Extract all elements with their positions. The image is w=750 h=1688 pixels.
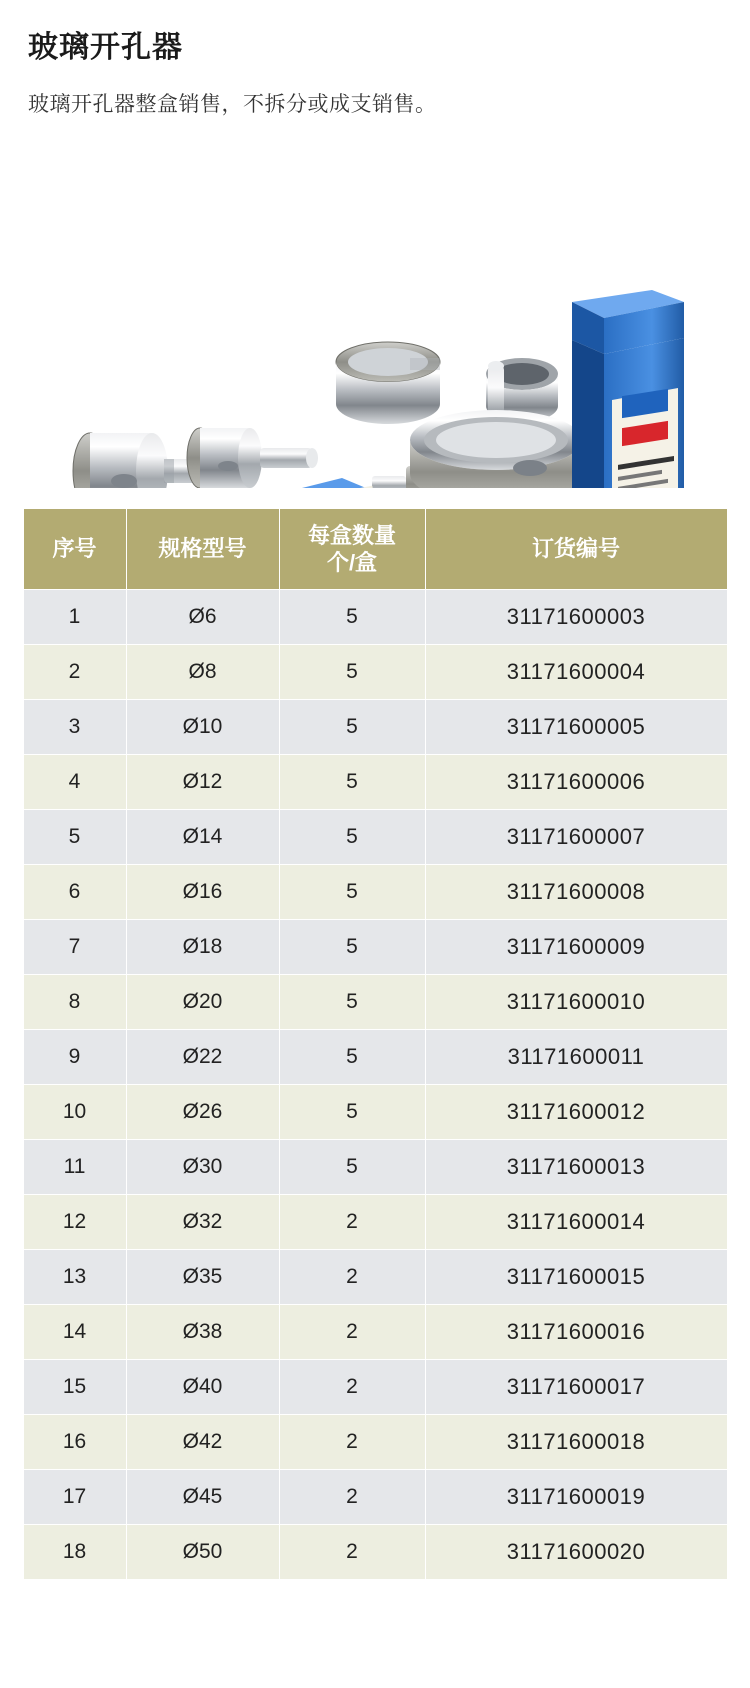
cell-spec: Ø30 <box>126 1140 279 1195</box>
hole-saw-2 <box>187 428 318 488</box>
cell-code: 31171600015 <box>425 1250 727 1305</box>
hole-saw-3 <box>336 342 440 424</box>
cell-spec: Ø50 <box>126 1525 279 1580</box>
cell-spec: Ø22 <box>126 1030 279 1085</box>
cell-no: 16 <box>23 1415 126 1470</box>
table-row <box>23 1085 727 1140</box>
cell-no: 12 <box>23 1195 126 1250</box>
table-row <box>23 1030 727 1085</box>
cell-spec: Ø45 <box>126 1470 279 1525</box>
cell-spec: Ø26 <box>126 1085 279 1140</box>
cell-no: 13 <box>23 1250 126 1305</box>
table-row <box>23 1525 727 1580</box>
cell-no: 15 <box>23 1360 126 1415</box>
column-header-qty-line2: 个/盒 <box>326 550 378 575</box>
cell-code: 31171600003 <box>425 590 727 645</box>
cell-qty: 2 <box>279 1470 425 1525</box>
cell-qty: 5 <box>279 810 425 865</box>
cell-no: 2 <box>23 645 126 700</box>
cell-qty: 5 <box>279 1030 425 1085</box>
cell-spec: Ø32 <box>126 1195 279 1250</box>
cell-no: 9 <box>23 1030 126 1085</box>
cell-qty: 5 <box>279 700 425 755</box>
cell-code: 31171600011 <box>425 1030 727 1085</box>
cell-qty: 2 <box>279 1250 425 1305</box>
cell-spec: Ø18 <box>126 920 279 975</box>
table-row <box>23 1305 727 1360</box>
page-subtitle: 玻璃开孔器整盒销售，不拆分或成支销售。 <box>28 93 437 116</box>
cell-spec: Ø8 <box>126 645 279 700</box>
cell-no: 10 <box>23 1085 126 1140</box>
table-row <box>23 1140 727 1195</box>
table-row <box>23 975 727 1030</box>
table-row <box>23 755 727 810</box>
cell-code: 31171600016 <box>425 1305 727 1360</box>
table-row <box>23 1195 727 1250</box>
table-row <box>23 700 727 755</box>
cell-qty: 5 <box>279 1140 425 1195</box>
cell-no: 5 <box>23 810 126 865</box>
table-row <box>23 865 727 920</box>
product-illustration-svg <box>0 128 750 488</box>
cell-code: 31171600005 <box>425 700 727 755</box>
cell-no: 17 <box>23 1470 126 1525</box>
cell-no: 14 <box>23 1305 126 1360</box>
cell-spec: Ø38 <box>126 1305 279 1360</box>
cell-spec: Ø16 <box>126 865 279 920</box>
cell-no: 7 <box>23 920 126 975</box>
cell-code: 31171600014 <box>425 1195 727 1250</box>
cell-qty: 5 <box>279 755 425 810</box>
cell-spec: Ø10 <box>126 700 279 755</box>
column-header-spec: 规格型号 <box>126 509 279 590</box>
cell-qty: 5 <box>279 1085 425 1140</box>
table-header-row <box>23 509 727 590</box>
table-row <box>23 590 727 645</box>
cell-code: 31171600006 <box>425 755 727 810</box>
product-detail-page <box>0 22 750 1688</box>
table-row <box>23 810 727 865</box>
cell-no: 6 <box>23 865 126 920</box>
cell-qty: 2 <box>279 1415 425 1470</box>
cell-code: 31171600010 <box>425 975 727 1030</box>
cell-qty: 2 <box>279 1360 425 1415</box>
cell-no: 3 <box>23 700 126 755</box>
cell-code: 31171600004 <box>425 645 727 700</box>
cell-code: 31171600008 <box>425 865 727 920</box>
cell-spec: Ø12 <box>126 755 279 810</box>
cell-qty: 5 <box>279 975 425 1030</box>
product-image <box>0 128 750 488</box>
cell-code: 31171600017 <box>425 1360 727 1415</box>
table-row <box>23 1250 727 1305</box>
page-title: 玻璃开孔器 <box>28 31 183 64</box>
cell-code: 31171600009 <box>425 920 727 975</box>
spec-table <box>23 508 728 1580</box>
cell-spec: Ø35 <box>126 1250 279 1305</box>
column-header-code: 订货编号 <box>425 509 727 590</box>
cell-qty: 2 <box>279 1305 425 1360</box>
cell-no: 1 <box>23 590 126 645</box>
product-package <box>572 290 684 488</box>
column-header-qty <box>279 509 425 590</box>
cell-no: 11 <box>23 1140 126 1195</box>
cell-spec: Ø40 <box>126 1360 279 1415</box>
cell-qty: 5 <box>279 590 425 645</box>
table-row <box>23 920 727 975</box>
table-row <box>23 1470 727 1525</box>
cell-spec: Ø20 <box>126 975 279 1030</box>
cell-no: 8 <box>23 975 126 1030</box>
cell-code: 31171600019 <box>425 1470 727 1525</box>
table-row <box>23 1415 727 1470</box>
cell-spec: Ø14 <box>126 810 279 865</box>
cell-no: 4 <box>23 755 126 810</box>
cell-qty: 5 <box>279 645 425 700</box>
column-header-qty-line1: 每盒数量 <box>307 522 396 548</box>
cell-code: 31171600013 <box>425 1140 727 1195</box>
cell-code: 31171600020 <box>425 1525 727 1580</box>
cell-qty: 2 <box>279 1195 425 1250</box>
cell-spec: Ø42 <box>126 1415 279 1470</box>
cell-no: 18 <box>23 1525 126 1580</box>
table-row <box>23 645 727 700</box>
cell-spec: Ø6 <box>126 590 279 645</box>
table-row <box>23 1360 727 1415</box>
cell-qty: 5 <box>279 920 425 975</box>
cell-code: 31171600012 <box>425 1085 727 1140</box>
cell-qty: 2 <box>279 1525 425 1580</box>
column-header-no: 序号 <box>23 509 126 590</box>
cell-qty: 5 <box>279 865 425 920</box>
cell-code: 31171600007 <box>425 810 727 865</box>
cell-code: 31171600018 <box>425 1415 727 1470</box>
table-body <box>23 590 727 1580</box>
